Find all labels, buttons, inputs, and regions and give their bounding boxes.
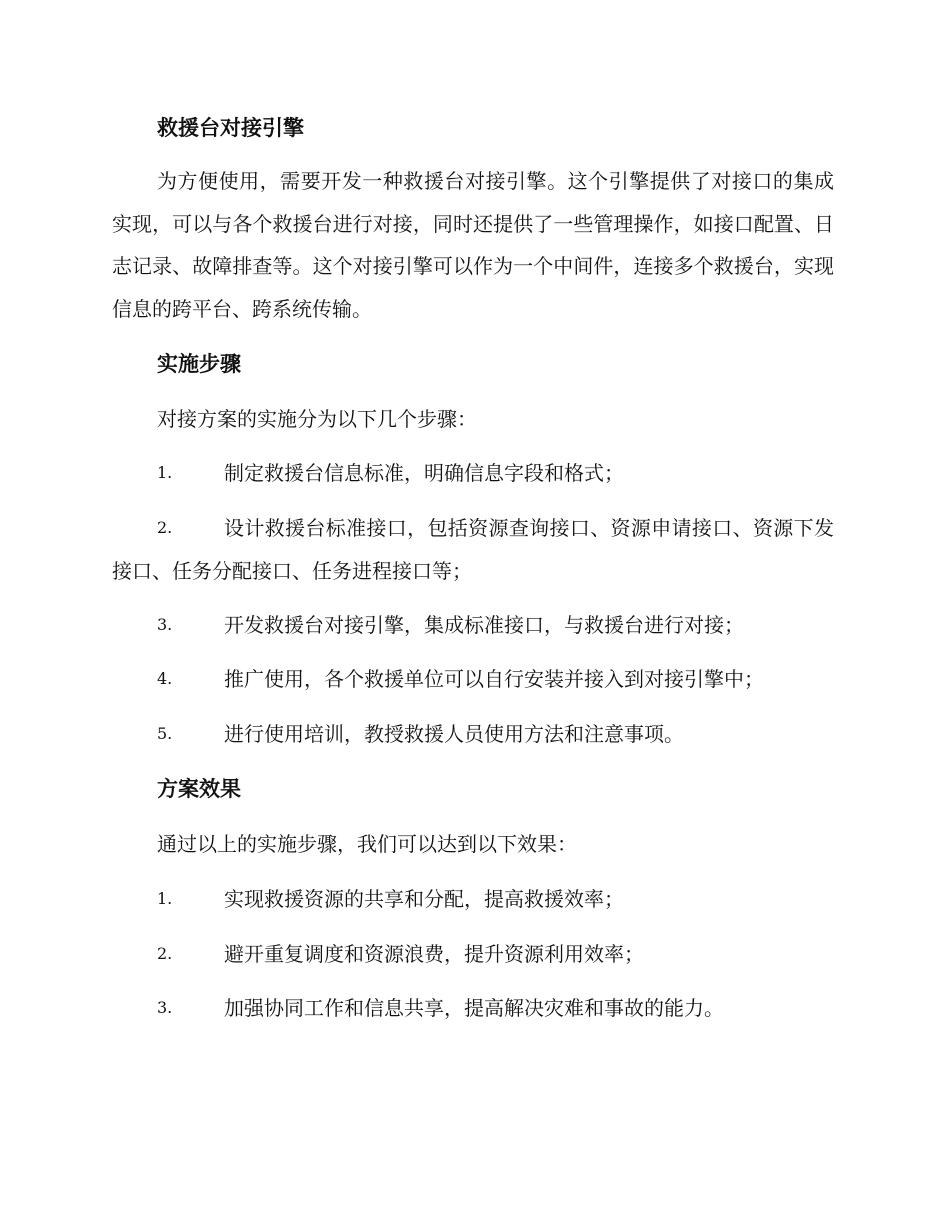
list-item-text: 避开重复调度和资源浪费，提升资源利用效率； xyxy=(224,942,644,966)
list-item-text: 实现救援资源的共享和分配，提高救援效率； xyxy=(224,887,624,911)
list-item-text: 设计救援台标准接口，包括资源查询接口、资源申请接口、资源下发接口、任务分配接口、任务进程接口等； xyxy=(112,516,834,583)
list-item-text: 进行使用培训，教授救援人员使用方法和注意事项。 xyxy=(224,722,684,746)
steps-intro: 对接方案的实施分为以下几个步骤： xyxy=(157,407,477,431)
list-item-number: 2. xyxy=(157,944,173,963)
list-item-number: 1. xyxy=(157,889,173,908)
list-item-number: 4. xyxy=(157,669,173,688)
list-item-number: 3. xyxy=(157,615,173,634)
section-heading-steps: 实施步骤 xyxy=(157,351,241,376)
list-item-number: 1. xyxy=(157,463,173,482)
engine-paragraph: 为方便使用，需要开发一种救援台对接引擎。这个引擎提供了对接口的集成实现，可以与各个救援台进行对接，同时还提供了一些管理操作，如接口配置、日志记录、故障排查等。这个对接引擎可以作为一个中间件，连接多个救援台，实现信息的跨平台、跨系统传输。 xyxy=(112,169,834,321)
list-item xyxy=(112,878,834,921)
list-item xyxy=(112,658,834,701)
list-item-number: 2. xyxy=(157,518,173,537)
section-heading-effects: 方案效果 xyxy=(157,776,241,801)
list-item-number: 5. xyxy=(157,724,173,743)
list-item-text: 制定救援台信息标准，明确信息字段和格式； xyxy=(224,461,624,485)
section-heading-engine: 救援台对接引擎 xyxy=(157,115,304,140)
list-item xyxy=(112,604,834,647)
list-item xyxy=(112,713,834,756)
list-item-number: 3. xyxy=(157,998,173,1017)
list-item xyxy=(112,452,834,495)
list-item xyxy=(112,507,834,592)
effects-intro: 通过以上的实施步骤，我们可以达到以下效果： xyxy=(157,832,577,856)
list-item-text: 推广使用，各个救援单位可以自行安装并接入到对接引擎中； xyxy=(224,667,764,691)
list-item-text: 加强协同工作和信息共享，提高解决灾难和事故的能力。 xyxy=(224,996,724,1020)
list-item xyxy=(112,933,834,976)
list-item-text: 开发救援台对接引擎，集成标准接口，与救援台进行对接； xyxy=(224,613,744,637)
list-item xyxy=(112,987,834,1030)
